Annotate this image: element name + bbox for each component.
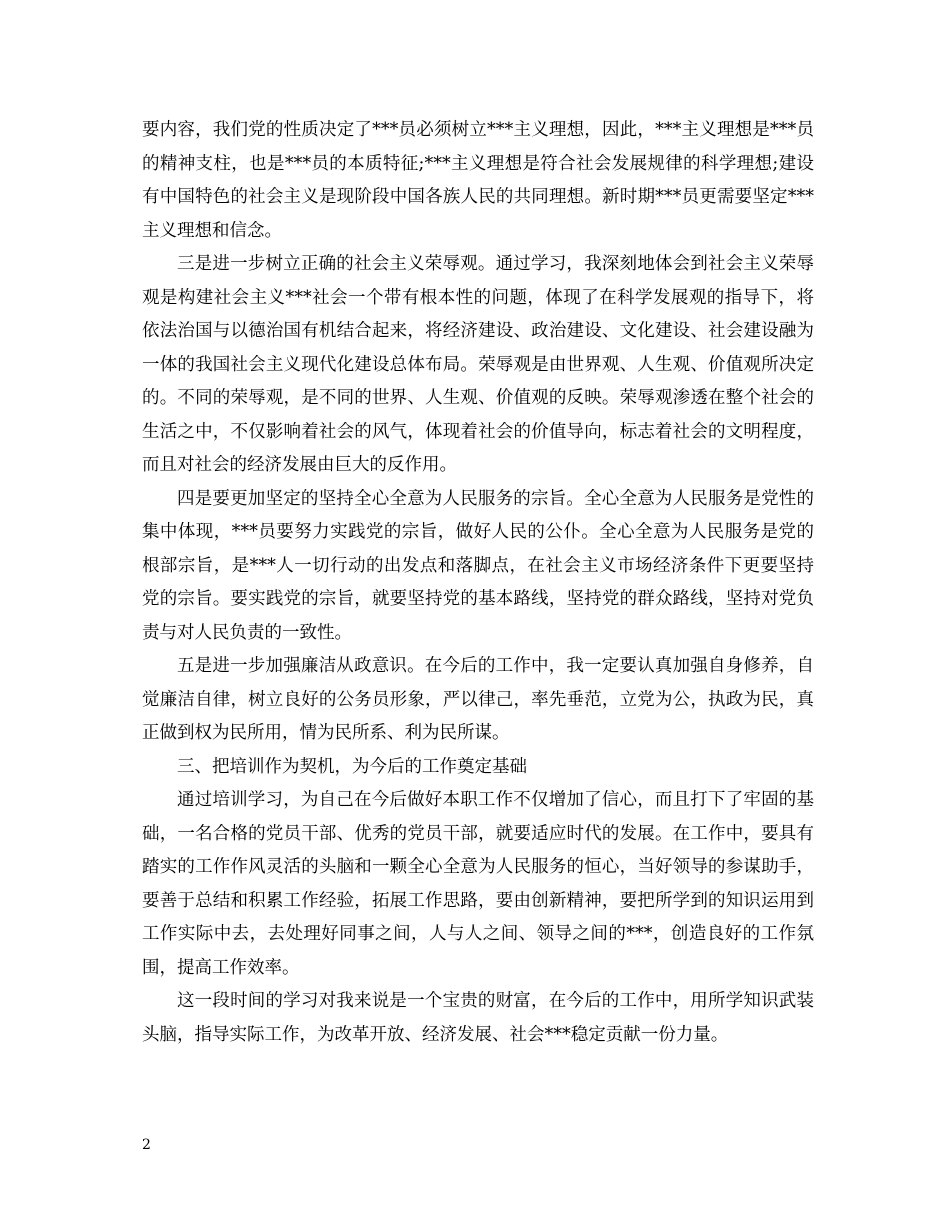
paragraph-clean-governance: 五是进一步加强廉洁从政意识。在今后的工作中，我一定要认真加强自身修养，自觉廉洁自律，树立良好的公务员形象，严以律己，率先垂范，立党为公，执政为民，真正做到权为民所用，情为民所系、利为民所谋。 — [142, 656, 814, 743]
paragraph-continuation: 要内容，我们党的性质决定了***员必须树立***主义理想，因此，***主义理想是***员的精神支柱，也是***员的本质特征;***主义理想是符合社会发展规律的科学理想;建设有中国特色的社会主义是现阶段中国各族人民的共同理想。新时期***员更需要坚定***主义理想和信念。 — [142, 120, 814, 241]
paragraph-conclusion: 这一段时间的学习对我来说是一个宝贵的财富，在今后的工作中，用所学知识武装头脑，指导实际工作，为改革开放、经济发展、社会***稳定贡献一份力量。 — [142, 991, 814, 1045]
paragraph-socialist-honor-view: 三是进一步树立正确的社会主义荣辱观。通过学习，我深刻地体会到社会主义荣辱观是构建社会主义***社会一个带有根本性的问题，体现了在科学发展观的指导下，将依法治国与以德治国有机结合起来，将经济建设、政治建设、文化建设、社会建设融为一体的我国社会主义现代化建设总体布局。荣辱观是由世界观、人生观、价值观所决定的。不同的荣辱观，是不同的世界、人生观、价值观的反映。荣辱观渗透在整个社会的生活之中，不仅影响着社会的风气，体现着社会的价值导向，标志着社会的文明程度，而且对社会的经济发展由巨大的反作用。 — [142, 254, 814, 475]
section-heading-training: 三、把培训作为契机，为今后的工作奠定基础 — [177, 756, 527, 777]
page-number: 2 — [142, 1137, 151, 1153]
document-body — [142, 114, 814, 1052]
paragraph-serve-the-people: 四是要更加坚定的坚持全心全意为人民服务的宗旨。全心全意为人民服务是党性的集中体现，***员要努力实践党的宗旨，做好人民的公仆。全心全意为人民服务是党的根部宗旨，是***人一切行动的出发点和落脚点，在社会主义市场经济条件下更要坚持党的宗旨。要实践党的宗旨，就要坚持党的基本路线，坚持党的群众路线，坚持对党负责与对人民负责的一致性。 — [142, 488, 814, 643]
paragraph-training-foundation: 通过培训学习，为自己在今后做好本职工作不仅增加了信心，而且打下了牢固的基础，一名合格的党员干部、优秀的党员干部，就要适应时代的发展。在工作中，要具有踏实的工作作风灵活的头脑和一颗全心全意为人民服务的恒心，当好领导的参谋助手，要善于总结和积累工作经验，拓展工作思路，要由创新精神，要把所学到的知识运用到工作实际中去，去处理好同事之间，人与人之间、领导之间的***，创造良好的工作氛围，提高工作效率。 — [142, 790, 814, 978]
